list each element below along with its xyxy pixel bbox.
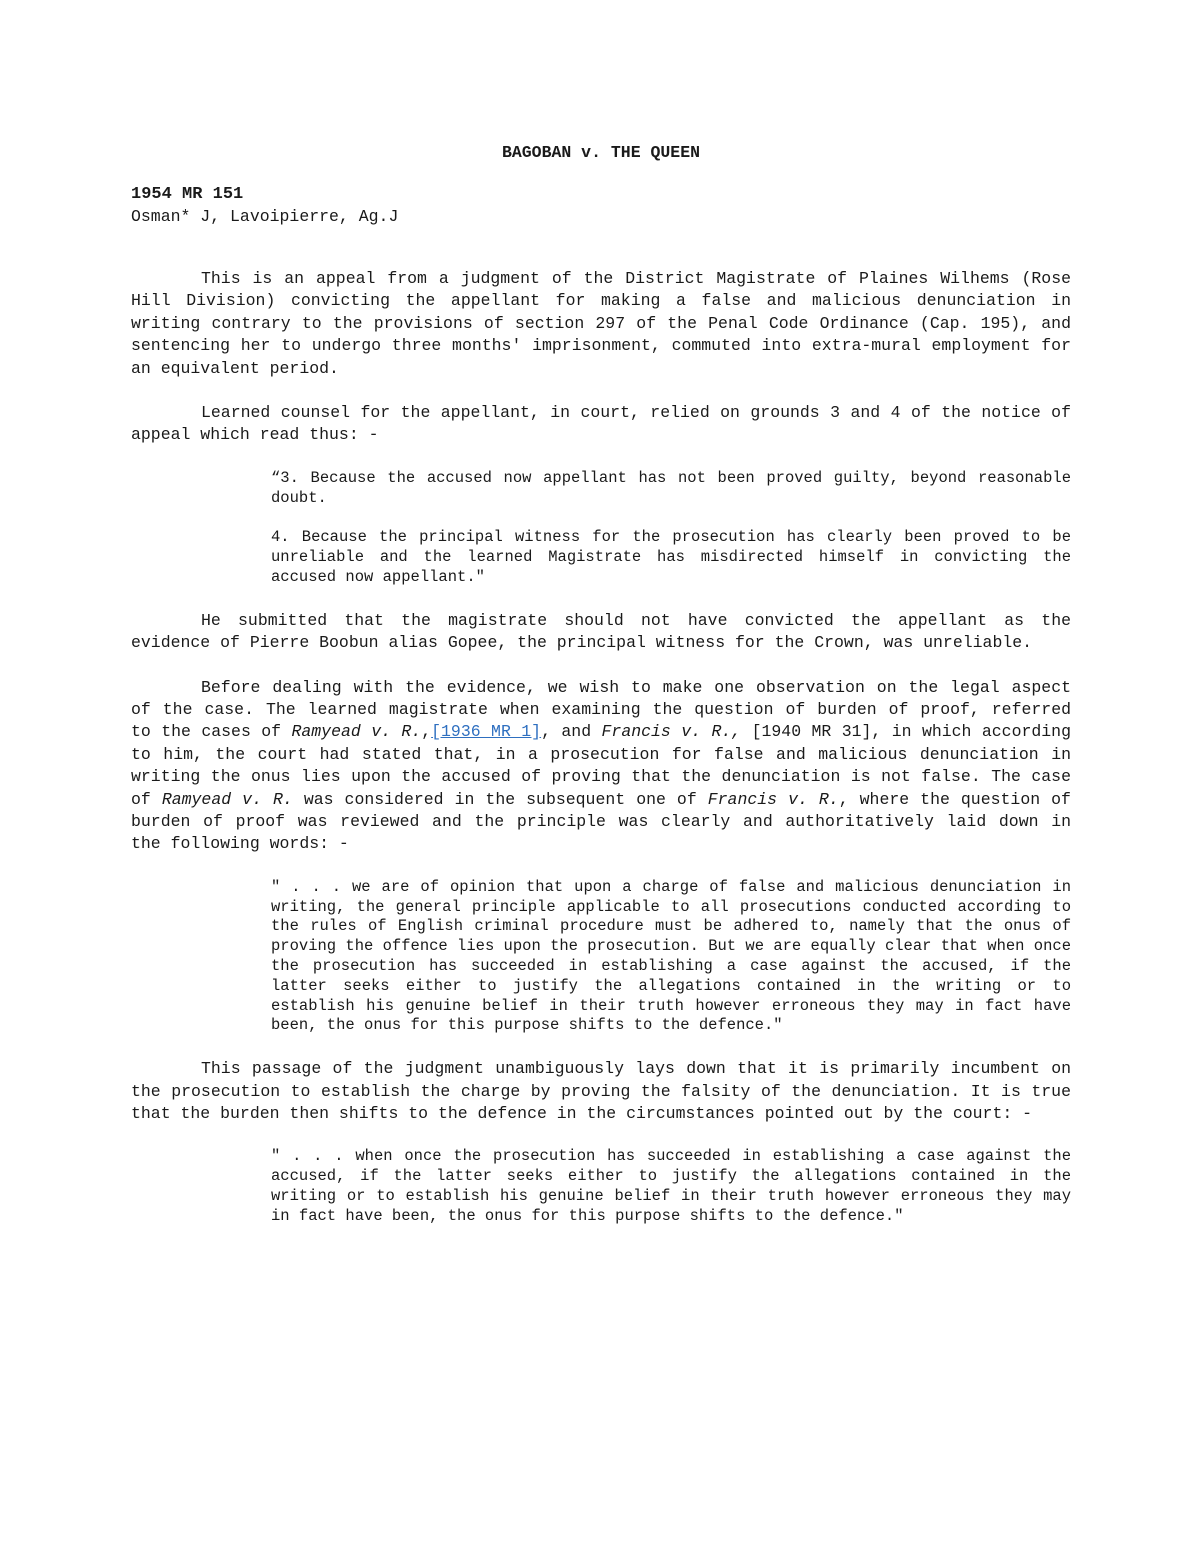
text-run: [1940 MR 31], in which according to him, the court had stated that, in a prosecution for false and malicious denunciation in writing the onus lies upon the accused of proving that the denunciation is not false. The case of: [131, 722, 1071, 809]
text-run: , where the question of burden of proof was reviewed and the principle was clearly and authoritatively laid down in the following words: -: [131, 789, 1071, 854]
case-name-ramyead: Ramyead v. R.: [161, 789, 293, 809]
case-citation: 1954 MR 151: [131, 185, 244, 204]
document-page: [131, 140, 1071, 1249]
block-quote-grounds: [271, 469, 1071, 588]
paragraph-submission: He submitted that the magistrate should not have convicted the appellant as the evidence of Pierre Boobun alias Gopee, the principal witness for the Crown, was unreliable.: [131, 610, 1071, 653]
block-quote-onus-shift: [271, 1147, 1071, 1226]
case-name-francis: Francis v. R.,: [601, 722, 742, 742]
quote-text: " . . . when once the prosecution has succeeded in establishing a case against the accused, if the latter seeks either to justify the allegations contained in the writing or to establish his genuine belief in their truth however erroneous they may in fact have been, the onus for this purpose shifts to the defence.": [271, 1147, 1071, 1225]
quote-ground-3: “3. Because the accused now appellant has not been proved guilty, beyond reasonable doubt.: [271, 468, 1071, 507]
text-run: ,: [421, 722, 432, 742]
block-quote-francis-judgment: [271, 878, 1071, 1036]
judges-line: Osman* J, Lavoipierre, Ag.J: [131, 207, 399, 226]
case-name-ramyead: Ramyead v. R.: [291, 722, 422, 742]
text-run: was considered in the subsequent one of: [292, 789, 708, 809]
text-run: , and: [541, 722, 602, 742]
paragraph-appeal-summary: This is an appeal from a judgment of the District Magistrate of Plaines Wilhems (Rose Hill Division) convicting the appellant for making a false and malicious denunciation in writing contrary to the provisions of section 297 of the Penal Code Ordinance (Cap. 195), and sentencing her to undergo three months' imprisonment, commuted into extra-mural employment for an equivalent period.: [131, 269, 1071, 378]
paragraph-grounds-intro: Learned counsel for the appellant, in court, relied on grounds 3 and 4 of the notice of appeal which read thus: -: [131, 403, 1071, 445]
text-run: Before dealing with the evidence, we wish to make one observation on the legal aspect of the case. The learned magistrate when examining the question of burden of proof, referred to the cases of: [131, 677, 1071, 742]
paragraph-legal-aspect: [131, 677, 1071, 856]
case-title: BAGOBAN v. THE QUEEN: [501, 143, 701, 162]
quote-ground-4: 4. Because the principal witness for the prosecution has clearly been proved to be unreliable and the learned Magistrate has misdirected himself in convicting the accused now appellant.": [271, 528, 1071, 587]
citation-link-1936-mr-1[interactable]: [1936 MR 1]: [431, 722, 542, 742]
quote-text: " . . . we are of opinion that upon a charge of false and malicious denunciation in writing, the general principle applicable to all prosecutions conducted according to the rules of English criminal procedure must be adhered to, namely that the onus of proving the offence lies upon the prosecution. But we are equally clear that when once the prosecution has succeeded in establishing a case against the accused, if the latter seeks either to justify the allegations contained in the writing or to establish his genuine belief in their truth however erroneous they may in fact have been, the onus for this purpose shifts to the defence.": [271, 877, 1071, 1035]
paragraph-burden-of-proof: This passage of the judgment unambiguously lays down that it is primarily incumbent on the prosecution to establish the charge by proving the falsity of the denunciation. It is true that the burden then shifts to the defence in the circumstances pointed out by the court: -: [131, 1059, 1071, 1124]
case-name-francis: Francis v. R.: [707, 789, 839, 809]
